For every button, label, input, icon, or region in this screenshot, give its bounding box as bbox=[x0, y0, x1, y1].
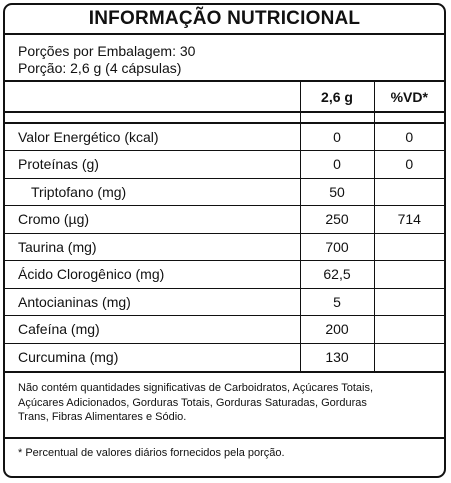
nutrient-disclaimer bbox=[5, 373, 444, 439]
table-row bbox=[5, 288, 444, 316]
nutrient-amount: 250 bbox=[300, 206, 374, 234]
nutrient-amount: 50 bbox=[300, 178, 374, 206]
spacer-cell bbox=[5, 112, 300, 123]
disclaimer-line: Trans, Fibras Alimentares e Sódio. bbox=[18, 411, 187, 423]
nutrient-amount: 130 bbox=[300, 343, 374, 372]
nutrient-amount: 700 bbox=[300, 233, 374, 261]
nutrient-amount: 0 bbox=[300, 151, 374, 179]
table-row bbox=[5, 151, 444, 179]
table-header-row bbox=[5, 82, 444, 112]
header-daily-value: %VD* bbox=[374, 82, 444, 112]
spacer-cell bbox=[300, 112, 374, 123]
table-spacer-row bbox=[5, 112, 444, 123]
nutrient-name: Curcumina (mg) bbox=[5, 343, 300, 372]
nutrient-daily-value bbox=[374, 178, 444, 206]
daily-value-footnote: * Percentual de valores diários fornecidos pela porção. bbox=[18, 447, 285, 459]
table-row bbox=[5, 233, 444, 261]
nutrient-name: Valor Energético (kcal) bbox=[5, 123, 300, 151]
servings-per-package: Porções por Embalagem: 30 bbox=[18, 43, 196, 59]
disclaimer-line: Não contém quantidades significativas de Carboidratos, Açúcares Totais, bbox=[18, 382, 374, 394]
table-row bbox=[5, 343, 444, 372]
nutrient-daily-value bbox=[374, 343, 444, 372]
nutrient-daily-value bbox=[374, 316, 444, 344]
table-row bbox=[5, 206, 444, 234]
nutrition-facts-label bbox=[3, 3, 446, 478]
nutrient-name: Cromo (µg) bbox=[5, 206, 300, 234]
serving-info bbox=[5, 35, 444, 82]
nutrient-amount: 62,5 bbox=[300, 261, 374, 289]
nutrient-daily-value: 0 bbox=[374, 151, 444, 179]
nutrient-daily-value: 0 bbox=[374, 123, 444, 151]
nutrient-name: Taurina (mg) bbox=[5, 233, 300, 261]
table-row bbox=[5, 178, 444, 206]
nutrient-amount: 5 bbox=[300, 288, 374, 316]
nutrient-name: Proteínas (g) bbox=[5, 151, 300, 179]
disclaimer-line: Açúcares Adicionados, Gorduras Totais, Gorduras Saturadas, Gorduras bbox=[18, 396, 367, 409]
table-row bbox=[5, 316, 444, 344]
header-blank-cell bbox=[5, 82, 300, 112]
table-row bbox=[5, 123, 444, 151]
header-amount: 2,6 g bbox=[300, 82, 374, 112]
serving-size: Porção: 2,6 g (4 cápsulas) bbox=[18, 60, 182, 76]
spacer-cell bbox=[374, 112, 444, 123]
nutrient-table bbox=[5, 82, 444, 373]
nutrient-name: Ácido Clorogênico (mg) bbox=[5, 261, 300, 289]
nutrient-name: Triptofano (mg) bbox=[5, 178, 300, 206]
nutrient-daily-value bbox=[374, 288, 444, 316]
nutrient-daily-value bbox=[374, 233, 444, 261]
table-row bbox=[5, 261, 444, 289]
nutrient-amount: 0 bbox=[300, 123, 374, 151]
nutrient-name: Antocianinas (mg) bbox=[5, 288, 300, 316]
label-title: INFORMAÇÃO NUTRICIONAL bbox=[5, 5, 444, 35]
nutrient-amount: 200 bbox=[300, 316, 374, 344]
nutrient-daily-value: 714 bbox=[374, 206, 444, 234]
nutrient-daily-value bbox=[374, 261, 444, 289]
nutrient-name: Cafeína (mg) bbox=[5, 316, 300, 344]
